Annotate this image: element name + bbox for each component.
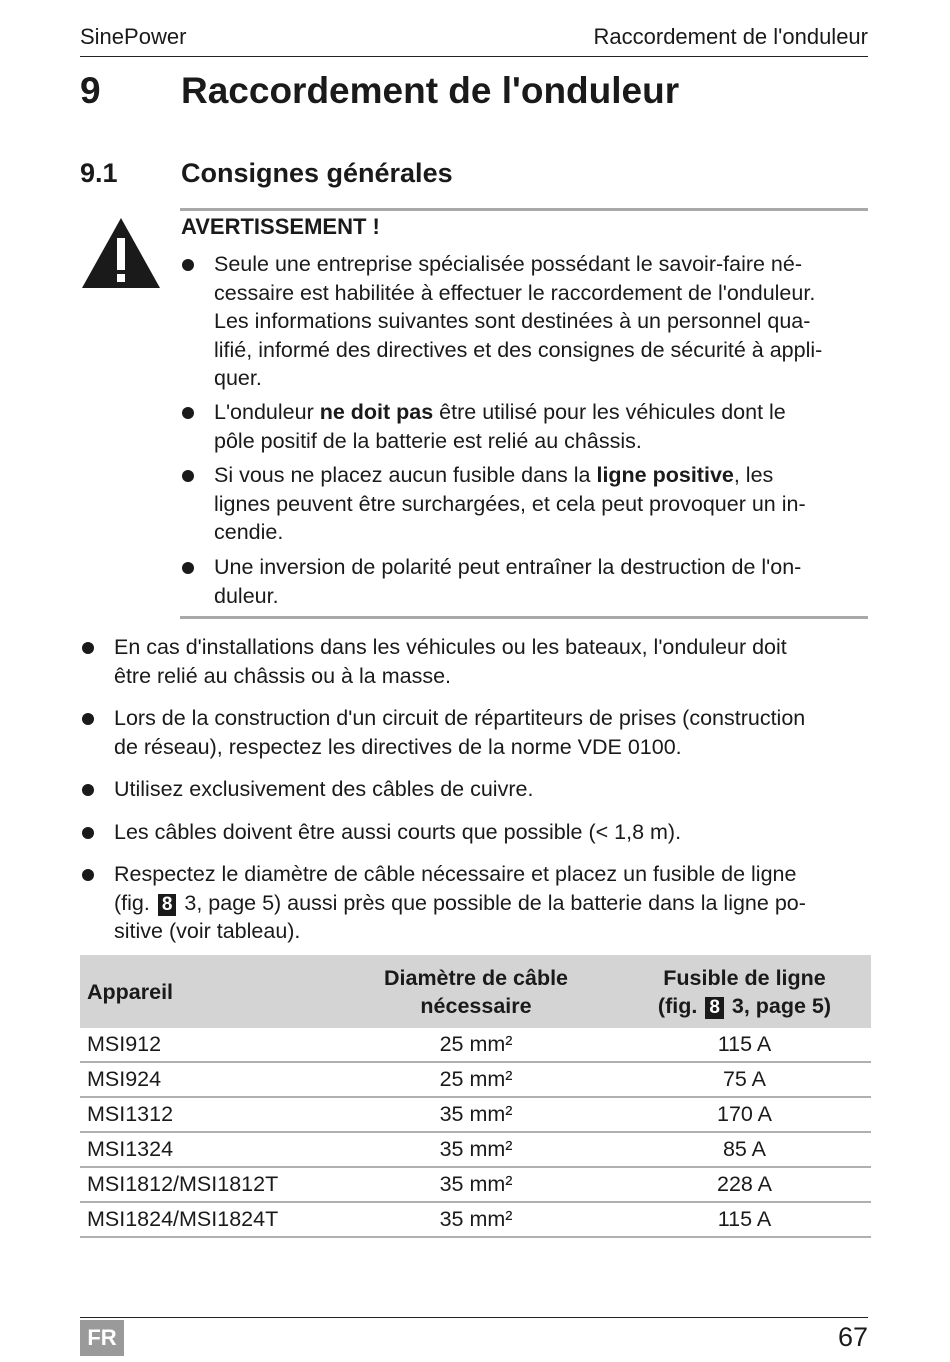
header-fusible-prefix: (fig. <box>657 993 698 1018</box>
list-item-text <box>114 633 787 690</box>
text-segment: lifié, informé des directives et des consignes de sécurité à appli- <box>214 337 823 362</box>
header-appareil: Appareil <box>80 955 334 1028</box>
text-segment: L'onduleur <box>214 400 320 424</box>
chapter-number: 9 <box>80 70 101 111</box>
cell-appareil: MSI1312 <box>80 1097 334 1132</box>
header-diametre-line2: nécessaire <box>420 993 532 1018</box>
bullet-icon <box>82 713 94 725</box>
cell-diametre: 35 mm² <box>334 1167 618 1202</box>
text-segment: quer. <box>214 366 262 390</box>
text-segment: Respectez le diamètre de câble nécessaire et placez un fusible de ligne <box>114 862 797 886</box>
table-row <box>80 1097 871 1132</box>
list-item-text <box>114 860 806 946</box>
cell-diametre: 35 mm² <box>334 1202 618 1237</box>
bullet-icon <box>182 470 194 482</box>
text-segment: Seule une entreprise spécialisée possédant le savoir-faire né- <box>214 252 803 276</box>
running-header-right: Raccordement de l'onduleur <box>593 24 868 49</box>
page-number: 67 <box>837 1322 868 1352</box>
text-line <box>114 775 533 804</box>
text-line <box>214 307 822 336</box>
list-item-text <box>214 461 806 547</box>
section-number: 9.1 <box>80 158 118 188</box>
list-item-text <box>214 250 822 393</box>
text-line <box>214 461 806 490</box>
table-row <box>80 1132 871 1167</box>
text-segment: de réseau), respectez les directives de la norme VDE 0100. <box>114 734 682 759</box>
text-segment: En cas d'installations dans les véhicules ou les bateaux, l'onduleur doit <box>114 635 787 659</box>
text-segment: être utilisé pour les véhicules dont le <box>433 400 786 424</box>
bullet-icon <box>82 784 94 796</box>
text-line <box>214 553 801 582</box>
text-line <box>114 889 806 918</box>
header-diametre-line1: Diamètre de câble <box>383 965 569 990</box>
list-item-text <box>214 553 801 610</box>
text-segment: 3, page 5) aussi près que possible de la batterie dans la ligne po- <box>178 890 806 915</box>
text-segment: Les informations suivantes sont destinées à un personnel qua- <box>214 309 811 333</box>
cell-fusible: 228 A <box>618 1167 871 1202</box>
text-line <box>114 733 805 762</box>
section-title: Consignes générales <box>181 158 453 188</box>
list-item-text <box>114 818 681 847</box>
table-row <box>80 1062 871 1097</box>
text-segment: , les <box>733 463 774 487</box>
cell-fusible: 115 A <box>618 1202 871 1237</box>
text-segment: cessaire est habilitée à effectuer le raccordement de l'onduleur. <box>214 280 816 305</box>
bullet-icon <box>82 869 94 881</box>
cell-appareil: MSI924 <box>80 1062 334 1097</box>
text-segment: Lors de la construction d'un circuit de répartiteurs de prises (construction <box>114 706 806 730</box>
list-item-text <box>114 704 805 761</box>
running-header-left: SinePower <box>80 24 187 49</box>
text-segment: sitive (voir tableau). <box>114 919 301 943</box>
footer-divider <box>80 1317 868 1318</box>
text-line <box>214 279 822 308</box>
chapter-title: Raccordement de l'onduleur <box>181 70 680 111</box>
header-fusible-suffix: 3, page 5) <box>731 993 832 1018</box>
cell-appareil: MSI1824/MSI1824T <box>80 1202 334 1237</box>
header-fusible-line1: Fusible de ligne <box>663 965 826 990</box>
cell-diametre: 25 mm² <box>334 1062 618 1097</box>
cell-diametre: 25 mm² <box>334 1028 618 1062</box>
text-line <box>214 250 822 279</box>
text-segment: lignes peuvent être surchargées, et cela peut provoquer un in- <box>214 491 806 516</box>
text-segment: pôle positif de la batterie est relié au châssis. <box>214 428 642 453</box>
text-line <box>214 427 786 456</box>
emphasis-text: ne doit pas <box>319 400 434 424</box>
cell-appareil: MSI1812/MSI1812T <box>80 1167 334 1202</box>
warning-bottom-rule <box>180 616 868 619</box>
text-line <box>114 662 787 691</box>
cell-diametre: 35 mm² <box>334 1097 618 1132</box>
header-fusible-line2 <box>625 992 864 1020</box>
cell-fusible: 170 A <box>618 1097 871 1132</box>
text-segment: duleur. <box>214 583 279 608</box>
text-segment: Les câbles doivent être aussi courts que possible (< 1,8 m). <box>114 820 682 844</box>
warning-triangle-icon <box>80 216 162 290</box>
emphasis-text: ligne positive <box>596 463 734 487</box>
table-row <box>80 1167 871 1202</box>
table-row <box>80 1202 871 1237</box>
language-tab: FR <box>80 1320 124 1356</box>
text-line <box>114 917 806 946</box>
cell-fusible: 75 A <box>618 1062 871 1097</box>
list-item-text <box>214 398 786 455</box>
text-segment: Une inversion de polarité peut entraîner la destruction de l'on- <box>214 555 802 579</box>
spec-table <box>80 955 871 1238</box>
header-divider <box>80 56 868 57</box>
text-segment: Si vous ne placez aucun fusible dans la <box>214 463 597 487</box>
cell-appareil: MSI912 <box>80 1028 334 1062</box>
cell-appareil: MSI1324 <box>80 1132 334 1167</box>
text-segment: Utilisez exclusivement des câbles de cuivre. <box>114 777 534 801</box>
bullet-icon <box>182 259 194 271</box>
text-segment: (fig. <box>114 890 156 915</box>
text-line <box>114 860 806 889</box>
cell-fusible: 85 A <box>618 1132 871 1167</box>
text-line <box>214 398 786 427</box>
header-fusible <box>618 955 871 1028</box>
text-segment: cendie. <box>214 520 284 544</box>
cell-fusible: 115 A <box>618 1028 871 1062</box>
bullet-icon <box>82 642 94 654</box>
bullet-icon <box>82 827 94 839</box>
list-item-text <box>114 775 533 804</box>
figure-reference-badge: 8 <box>158 894 177 916</box>
text-line <box>214 364 822 393</box>
text-line <box>214 582 801 611</box>
bullet-icon <box>182 562 194 574</box>
header-diametre <box>334 955 618 1028</box>
text-line <box>214 490 806 519</box>
text-line <box>114 633 787 662</box>
text-segment: être relié au châssis ou à la masse. <box>114 663 451 688</box>
text-line <box>214 518 806 547</box>
cell-diametre: 35 mm² <box>334 1132 618 1167</box>
text-line <box>114 818 681 847</box>
figure-reference-badge: 8 <box>705 997 724 1019</box>
bullet-icon <box>182 407 194 419</box>
text-line <box>214 336 822 365</box>
warning-title: AVERTISSEMENT ! <box>181 214 380 239</box>
table-header-row <box>80 955 871 1028</box>
table-row <box>80 1028 871 1062</box>
warning-top-rule <box>180 208 868 211</box>
text-line <box>114 704 805 733</box>
